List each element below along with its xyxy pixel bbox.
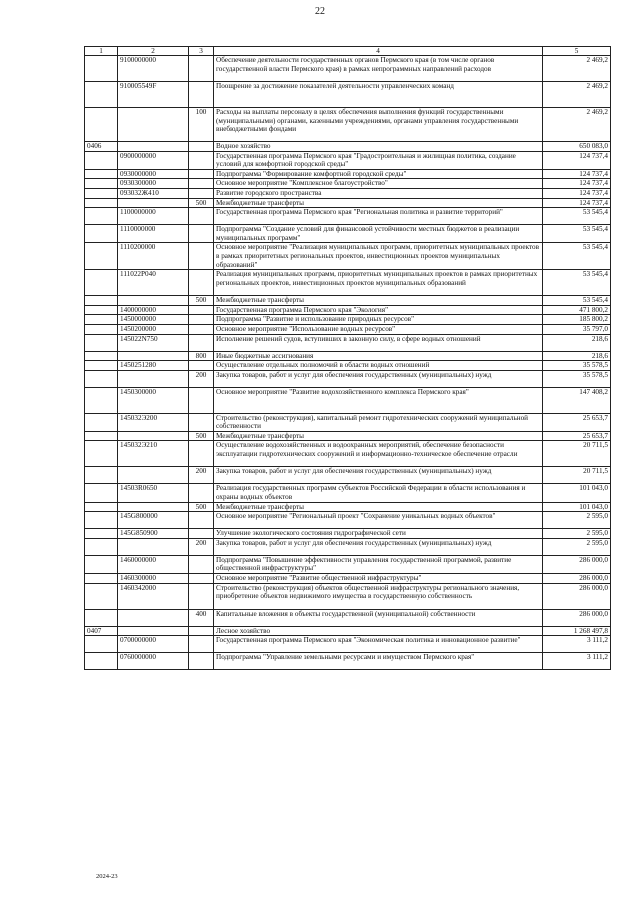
expense-type-code: 500 <box>189 431 214 441</box>
target-code: 0930000000 <box>118 169 189 179</box>
expense-type-code <box>189 361 214 371</box>
section-code <box>85 555 118 573</box>
expense-type-code <box>189 555 214 573</box>
item-name: Основное мероприятие "Реализация муниципальных программ, приоритетных муниципальных проектов в рамках приоритетных региональных проектов, инвестиционных проектов муниципальных образований" <box>214 243 543 270</box>
item-name: Закупка товаров, работ и услуг для обеспечения государственных (муниципальных) нужд <box>214 538 543 555</box>
expense-type-code <box>189 583 214 609</box>
expense-type-code: 200 <box>189 370 214 387</box>
target-code: 1100000000 <box>118 208 189 225</box>
table-row <box>85 387 611 413</box>
footer-code: 2024-23 <box>96 873 118 880</box>
expense-type-code: 200 <box>189 538 214 555</box>
item-name: Строительство (реконструкция), капитальный ремонт гидротехнических сооружений муниципальной собственности <box>214 413 543 431</box>
target-code <box>118 467 189 484</box>
amount: 3 111,2 <box>543 636 611 653</box>
table-row <box>85 243 611 270</box>
amount: 35 578,5 <box>543 370 611 387</box>
table-row <box>85 538 611 555</box>
amount: 2 595,0 <box>543 529 611 539</box>
target-code: 0900000000 <box>118 151 189 169</box>
amount: 124 737,4 <box>543 179 611 189</box>
target-code <box>118 431 189 441</box>
table-row <box>85 324 611 334</box>
column-header: 2 <box>118 47 189 56</box>
expense-type-code: 800 <box>189 351 214 361</box>
target-code: 1460342000 <box>118 583 189 609</box>
table-row <box>85 583 611 609</box>
item-name: Государственная программа Пермского края "Региональная политика и развитие территорий" <box>214 208 543 225</box>
table-row <box>85 82 611 108</box>
amount: 53 545,4 <box>543 208 611 225</box>
expense-type-code: 500 <box>189 198 214 208</box>
page-number: 22 <box>315 6 325 17</box>
expense-type-code: 200 <box>189 467 214 484</box>
table-row <box>85 108 611 142</box>
section-code <box>85 502 118 512</box>
section-code <box>85 653 118 670</box>
item-name: Закупка товаров, работ и услуг для обеспечения государственных (муниципальных) нужд <box>214 467 543 484</box>
table-row <box>85 512 611 529</box>
target-code <box>118 351 189 361</box>
table-row <box>85 653 611 670</box>
expense-type-code: 500 <box>189 296 214 306</box>
section-code <box>85 188 118 198</box>
item-name: Межбюджетные трансферты <box>214 431 543 441</box>
expense-type-code <box>189 387 214 413</box>
expense-type-code <box>189 626 214 636</box>
section-code <box>85 108 118 142</box>
section-code <box>85 225 118 243</box>
section-code <box>85 296 118 306</box>
target-code: 1460300000 <box>118 574 189 584</box>
section-code <box>85 370 118 387</box>
target-code: 145032Э200 <box>118 413 189 431</box>
table-header-row <box>85 47 611 56</box>
section-code: 0406 <box>85 142 118 152</box>
expense-type-code <box>189 305 214 315</box>
target-code: 1400000000 <box>118 305 189 315</box>
item-name: Улучшение экологического состояния гидрографической сети <box>214 529 543 539</box>
amount: 147 408,2 <box>543 387 611 413</box>
table-row <box>85 529 611 539</box>
section-code <box>85 208 118 225</box>
item-name: Строительство (реконструкция) объектов общественной инфраструктуры регионального значения, приобретение объектов недвижимого имущества в государственную собственность <box>214 583 543 609</box>
target-code: 0930300000 <box>118 179 189 189</box>
table-row <box>85 609 611 626</box>
amount: 124 737,4 <box>543 169 611 179</box>
table-row <box>85 467 611 484</box>
table-row <box>85 636 611 653</box>
item-name: Подпрограмма "Формирование комфортной городской среды" <box>214 169 543 179</box>
table-row <box>85 370 611 387</box>
table-row <box>85 305 611 315</box>
amount: 286 000,0 <box>543 574 611 584</box>
item-name: Основное мероприятие "Региональный проект "Сохранение уникальных водных объектов" <box>214 512 543 529</box>
section-code <box>85 538 118 555</box>
section-code <box>85 324 118 334</box>
table-row <box>85 351 611 361</box>
item-name: Основное мероприятие "Использование водных ресурсов" <box>214 324 543 334</box>
section-code <box>85 169 118 179</box>
amount: 53 545,4 <box>543 243 611 270</box>
expense-type-code <box>189 56 214 82</box>
target-code: 0760000000 <box>118 653 189 670</box>
expense-type-code <box>189 142 214 152</box>
expense-type-code <box>189 169 214 179</box>
item-name: Подпрограмма "Управление земельными ресурсами и имуществом Пермского края" <box>214 653 543 670</box>
table-row <box>85 198 611 208</box>
section-code <box>85 56 118 82</box>
column-header: 1 <box>85 47 118 56</box>
expense-type-code <box>189 413 214 431</box>
table-row <box>85 574 611 584</box>
item-name: Основное мероприятие "Комплексное благоустройство" <box>214 179 543 189</box>
amount: 124 737,4 <box>543 198 611 208</box>
section-code <box>85 243 118 270</box>
item-name: Водное хозяйство <box>214 142 543 152</box>
item-name: Закупка товаров, работ и услуг для обеспечения государственных (муниципальных) нужд <box>214 370 543 387</box>
item-name: Подпрограмма "Повышение эффективности управления государственной программой, развитие общественной инфраструктуры" <box>214 555 543 573</box>
section-code <box>85 413 118 431</box>
column-header: 4 <box>214 47 543 56</box>
section-code <box>85 270 118 296</box>
expense-type-code <box>189 208 214 225</box>
target-code <box>118 296 189 306</box>
item-name: Иные бюджетные ассигнования <box>214 351 543 361</box>
item-name: Исполнение решений судов, вступивших в законную силу, в сфере водных отношений <box>214 334 543 351</box>
expense-type-code <box>189 441 214 467</box>
expense-type-code: 100 <box>189 108 214 142</box>
table-row <box>85 334 611 351</box>
amount: 35 797,0 <box>543 324 611 334</box>
expense-type-code <box>189 82 214 108</box>
amount: 2 595,0 <box>543 538 611 555</box>
target-code: 1450300000 <box>118 387 189 413</box>
amount: 20 711,5 <box>543 467 611 484</box>
section-code <box>85 512 118 529</box>
section-code <box>85 467 118 484</box>
amount: 53 545,4 <box>543 225 611 243</box>
section-code <box>85 609 118 626</box>
amount: 286 000,0 <box>543 583 611 609</box>
target-code: 1450200000 <box>118 324 189 334</box>
section-code <box>85 198 118 208</box>
amount: 3 111,2 <box>543 653 611 670</box>
expense-type-code <box>189 270 214 296</box>
amount: 101 043,0 <box>543 484 611 502</box>
target-code <box>118 108 189 142</box>
target-code: 093032Ж410 <box>118 188 189 198</box>
target-code: 145022N750 <box>118 334 189 351</box>
section-code <box>85 387 118 413</box>
expense-type-code: 500 <box>189 502 214 512</box>
target-code: 14503R0650 <box>118 484 189 502</box>
target-code: 145G800000 <box>118 512 189 529</box>
item-name: Межбюджетные трансферты <box>214 502 543 512</box>
expense-type-code <box>189 179 214 189</box>
item-name: Подпрограмма "Создание условий для финансовой устойчивости местных бюджетов в реализации муниципальных программ" <box>214 225 543 243</box>
amount: 35 578,5 <box>543 361 611 371</box>
table-row <box>85 626 611 636</box>
column-header: 3 <box>189 47 214 56</box>
section-code <box>85 431 118 441</box>
expense-type-code <box>189 151 214 169</box>
item-name: Реализация государственных программ субъектов Российской Федерации в области использования и охраны водных объектов <box>214 484 543 502</box>
item-name: Основное мероприятие "Развитие водохозяйственного комплекса Пермского края" <box>214 387 543 413</box>
amount: 2 595,0 <box>543 512 611 529</box>
target-code: 1450000000 <box>118 315 189 325</box>
table-row <box>85 555 611 573</box>
section-code <box>85 529 118 539</box>
target-code: 1460000000 <box>118 555 189 573</box>
item-name: Реализация муниципальных программ, приоритетных муниципальных проектов в рамках приоритетных региональных проектов, инвестиционных проектов муниципальных образований <box>214 270 543 296</box>
section-code: 0407 <box>85 626 118 636</box>
amount: 2 469,2 <box>543 108 611 142</box>
amount: 53 545,4 <box>543 296 611 306</box>
expense-type-code <box>189 636 214 653</box>
expense-type-code <box>189 484 214 502</box>
item-name: Межбюджетные трансферты <box>214 296 543 306</box>
target-code: 910005549F <box>118 82 189 108</box>
target-code: 111022Р040 <box>118 270 189 296</box>
table-row <box>85 188 611 198</box>
amount: 25 653,7 <box>543 431 611 441</box>
amount: 124 737,4 <box>543 151 611 169</box>
amount: 20 711,5 <box>543 441 611 467</box>
item-name: Расходы на выплаты персоналу в целях обеспечения выполнения функций государственными (муниципальными) органами, казенными учреждениями, органами управления государственными внебюджетными фондами <box>214 108 543 142</box>
section-code <box>85 484 118 502</box>
item-name: Развитие городского пространства <box>214 188 543 198</box>
item-name: Капитальные вложения в объекты государственной (муниципальной) собственности <box>214 609 543 626</box>
amount: 185 800,2 <box>543 315 611 325</box>
target-code <box>118 198 189 208</box>
section-code <box>85 636 118 653</box>
column-header: 5 <box>543 47 611 56</box>
target-code: 1110200000 <box>118 243 189 270</box>
table-body <box>85 56 611 670</box>
item-name: Лесное хозяйство <box>214 626 543 636</box>
table-row <box>85 431 611 441</box>
section-code <box>85 351 118 361</box>
amount: 471 800,2 <box>543 305 611 315</box>
table-row <box>85 56 611 82</box>
item-name: Обеспечение деятельности государственных органов Пермского края (в том числе органов государственной власти Пермского края) в рамках непрограммных направлений расходов <box>214 56 543 82</box>
target-code: 1110000000 <box>118 225 189 243</box>
table-row <box>85 142 611 152</box>
amount: 650 083,0 <box>543 142 611 152</box>
section-code <box>85 151 118 169</box>
item-name: Поощрение за достижение показателей деятельности управленческих команд <box>214 82 543 108</box>
table-row <box>85 502 611 512</box>
table-row <box>85 441 611 467</box>
table-row <box>85 270 611 296</box>
section-code <box>85 583 118 609</box>
amount: 218,6 <box>543 334 611 351</box>
section-code <box>85 574 118 584</box>
target-code <box>118 370 189 387</box>
target-code: 145G850900 <box>118 529 189 539</box>
expense-type-code <box>189 512 214 529</box>
section-code <box>85 82 118 108</box>
table-row <box>85 225 611 243</box>
table-row <box>85 208 611 225</box>
item-name: Подпрограмма "Развитие и использование природных ресурсов" <box>214 315 543 325</box>
table-row <box>85 361 611 371</box>
item-name: Государственная программа Пермского края "Градостроительная и жилищная политика, создание условий для комфортной городской среды" <box>214 151 543 169</box>
amount: 218,6 <box>543 351 611 361</box>
table-row <box>85 179 611 189</box>
expense-type-code <box>189 243 214 270</box>
expense-type-code <box>189 529 214 539</box>
section-code <box>85 441 118 467</box>
target-code: 9100000000 <box>118 56 189 82</box>
target-code <box>118 142 189 152</box>
expense-type-code <box>189 188 214 198</box>
amount: 25 653,7 <box>543 413 611 431</box>
table-row <box>85 296 611 306</box>
table-row <box>85 484 611 502</box>
amount: 286 000,0 <box>543 555 611 573</box>
section-code <box>85 179 118 189</box>
expense-type-code <box>189 315 214 325</box>
item-name: Осуществление отдельных полномочий в области водных отношений <box>214 361 543 371</box>
target-code <box>118 609 189 626</box>
amount: 2 469,2 <box>543 56 611 82</box>
item-name: Государственная программа Пермского края "Экология" <box>214 305 543 315</box>
section-code <box>85 361 118 371</box>
expense-type-code: 400 <box>189 609 214 626</box>
item-name: Межбюджетные трансферты <box>214 198 543 208</box>
table-row <box>85 151 611 169</box>
target-code: 1450251280 <box>118 361 189 371</box>
amount: 53 545,4 <box>543 270 611 296</box>
budget-table <box>84 46 611 670</box>
section-code <box>85 305 118 315</box>
item-name: Основное мероприятие "Развитие общественной инфраструктуры" <box>214 574 543 584</box>
expense-type-code <box>189 324 214 334</box>
expense-type-code <box>189 334 214 351</box>
target-code <box>118 538 189 555</box>
section-code <box>85 315 118 325</box>
amount: 124 737,4 <box>543 188 611 198</box>
target-code <box>118 626 189 636</box>
target-code <box>118 502 189 512</box>
expense-type-code <box>189 225 214 243</box>
expense-type-code <box>189 574 214 584</box>
amount: 2 469,2 <box>543 82 611 108</box>
item-name: Осуществление водохозяйственных и водоохранных мероприятий, обеспечение безопасности эксплуатации гидротехнических сооружений и информационно-техническое обеспечение отрасли <box>214 441 543 467</box>
amount: 1 268 497,8 <box>543 626 611 636</box>
table-row <box>85 315 611 325</box>
table-row <box>85 413 611 431</box>
section-code <box>85 334 118 351</box>
target-code: 0700000000 <box>118 636 189 653</box>
table-row <box>85 169 611 179</box>
target-code: 145032Э210 <box>118 441 189 467</box>
item-name: Государственная программа Пермского края "Экономическая политика и инновационное развитие" <box>214 636 543 653</box>
expense-type-code <box>189 653 214 670</box>
amount: 286 000,0 <box>543 609 611 626</box>
amount: 101 043,0 <box>543 502 611 512</box>
